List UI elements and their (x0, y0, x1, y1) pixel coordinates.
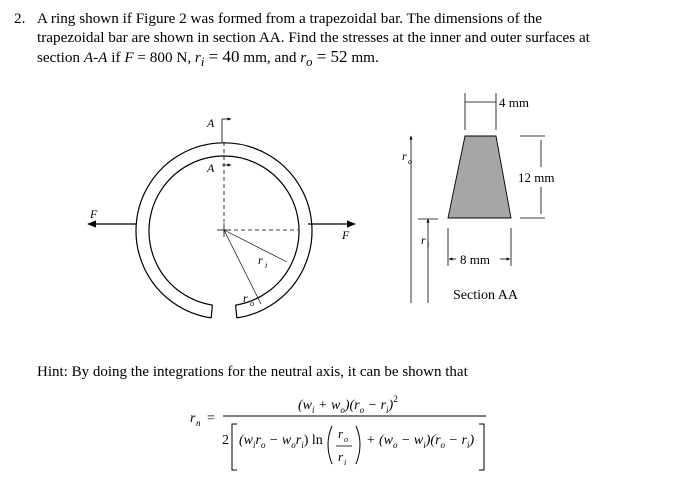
formula-numerator: $(w_i + w_o)(r_o - r_i)^2$ (298, 394, 398, 415)
left-paren (328, 426, 332, 464)
rn-symbol: r (190, 411, 196, 426)
left-bracket (232, 424, 237, 470)
ro-unit: mm. (347, 49, 379, 66)
section-name: A-A (83, 49, 108, 66)
frac-ri: r (338, 449, 344, 464)
den-factor-two: 2 (222, 433, 229, 448)
den-part-1: $(w_ir_o - w_or_i)$ ln (239, 433, 323, 450)
line3-if: if (107, 49, 125, 66)
force-value: = 800 N, (133, 49, 195, 66)
label-ri-side: r (421, 233, 426, 247)
hint-text: Hint: By doing the integrations for the neutral axis, it can be shown that (37, 364, 468, 380)
dim-top-label: 4 mm (499, 95, 529, 110)
label-F-right: F (342, 228, 350, 242)
force-symbol: F (124, 49, 134, 66)
ro-value: = 52 (312, 47, 348, 66)
label-A-mid: A (207, 161, 215, 175)
label-ro-side: r (402, 149, 407, 163)
dim-top-width (465, 93, 496, 130)
label-F-left: F (90, 207, 98, 221)
right-paren (356, 426, 360, 464)
ri-subscript: i (200, 55, 205, 70)
force-left (88, 207, 136, 224)
section-marker-top (206, 116, 231, 142)
ro-symbol: r (300, 49, 307, 66)
label-A-top: A (207, 116, 215, 130)
problem-line-2: trapezoidal bar are shown in section AA. Find the stresses at the inner and outer surfaces at (37, 29, 590, 46)
frac-ro: r (338, 426, 344, 441)
ro-subscript: o (306, 55, 313, 70)
frac-ri-sub: i (344, 458, 347, 467)
den-part-2: + $(w_o - w_i)(r_o - r_i)$ (366, 433, 475, 450)
section-aa-label: Section AA (453, 288, 518, 303)
ri-symbol: r (194, 49, 201, 66)
label-ro-ring: r (243, 291, 248, 305)
problem-number: 2. (14, 10, 26, 27)
ri-unit: mm, and (239, 49, 301, 66)
frac-ro-sub: o (344, 435, 348, 444)
label-ri-ring-sub: i (265, 261, 268, 270)
line3-prefix: section (37, 49, 84, 66)
section-marker-mid (206, 161, 231, 175)
trapezoid-section (448, 136, 511, 218)
radius-dimensions (411, 136, 438, 303)
problem-line-1: A ring shown if Figure 2 was formed from a trapezoidal bar. The dimensions of the (37, 10, 543, 27)
label-ro-ring-sub: o (250, 299, 254, 308)
label-ri-ring: r (258, 253, 263, 267)
ri-value: = 40 (204, 47, 240, 66)
dim-bottom-label: 8 mm (460, 252, 490, 267)
label-ri-side-sub: i (427, 241, 430, 250)
radius-lines (224, 230, 287, 304)
rn-subscript: n (196, 418, 201, 428)
right-bracket (479, 424, 484, 470)
label-ro-side-sub: o (408, 157, 412, 166)
dim-height-label: 12 mm (518, 170, 555, 185)
neutral-axis-formula (0, 382, 687, 492)
force-right (308, 224, 355, 242)
equals-sign: = (207, 411, 215, 426)
